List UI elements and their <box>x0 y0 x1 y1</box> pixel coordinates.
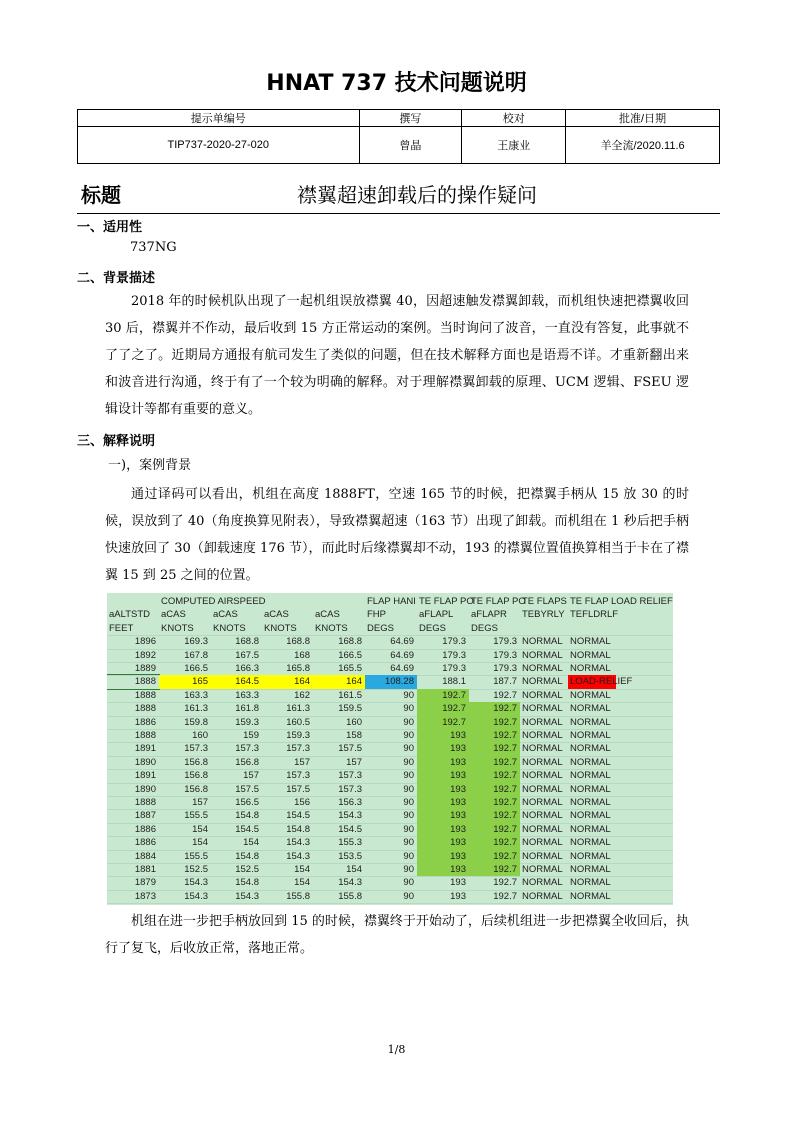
data-cell: 154.8 <box>235 877 259 889</box>
data-cell: 159.5 <box>338 703 362 715</box>
data-cell: NORMAL <box>522 730 563 741</box>
data-cell: NORMAL <box>570 850 611 862</box>
column-header-cell: FHP <box>367 609 386 621</box>
data-cell: 192.7 <box>469 769 520 782</box>
data-cell: 166.3 <box>235 663 259 674</box>
data-cell: NORMAL <box>522 716 563 728</box>
data-cell: 155.5 <box>184 810 208 822</box>
data-cell: 155.5 <box>184 850 208 862</box>
column-header-cell: aFLAPL <box>419 609 454 621</box>
data-cell: NORMAL <box>522 850 563 862</box>
unit-header-cell: DEGS <box>367 622 394 634</box>
data-cell: 179.3 <box>493 649 517 661</box>
data-cell: 192.7 <box>469 796 520 809</box>
data-cell: NORMAL <box>522 783 563 795</box>
data-cell: 193 <box>417 742 469 755</box>
data-cell: NORMAL <box>570 770 611 782</box>
data-cell: 158 <box>346 730 362 741</box>
data-cell: 90 <box>403 823 414 835</box>
data-cell: 157.5 <box>338 743 362 755</box>
data-cell: NORMAL <box>570 663 611 674</box>
value-tip-number: TIP737-2020-27-020 <box>78 127 360 164</box>
data-cell: 154.5 <box>338 823 362 835</box>
data-cell: 64.69 <box>390 663 414 674</box>
applicability-text: 737NG <box>130 240 177 255</box>
data-cell: 179.3 <box>442 663 466 674</box>
data-cell: 90 <box>403 756 414 768</box>
data-cell: 1886 <box>134 716 156 728</box>
data-cell: 157 <box>192 797 208 808</box>
column-header-cell: TEBYRLY <box>522 609 565 621</box>
column-header-cell: aCAS <box>315 609 340 621</box>
data-cell: 154.3 <box>286 837 310 849</box>
background-paragraph: 2018 年的时候机队出现了一起机组误放襟翼 40，因超速触发襟翼卸载，而机组快速把襟翼收回 30 后，襟翼并不作动，最后收到 15 方正常运动的案例。当时询问了波音，一直没有答复，此事就不了了之了。近期局方通报有航司发生了类似的问题，但在技术解释方面也是语焉不详。才重新翻出来和波音进行沟通，终于有了一个较为明确的解释。对于理解襟翼卸载的原理、UCM 逻辑、FSEU 逻辑设计等都有重要的意义。 <box>105 294 689 417</box>
data-cell: NORMAL <box>522 703 563 715</box>
grid-line <box>107 903 673 904</box>
data-cell: 1896 <box>134 636 156 648</box>
unit-header-cell: KNOTS <box>315 622 348 634</box>
data-cell: NORMAL <box>522 689 563 701</box>
section-heading-applicability: 一、适用性 <box>77 220 143 235</box>
data-cell: 1886 <box>134 837 156 849</box>
data-cell: 156.8 <box>235 756 259 768</box>
data-cell: 157.3 <box>184 743 208 755</box>
data-cell: 163.3 <box>235 689 259 701</box>
data-cell: 90 <box>403 730 414 741</box>
data-cell: 90 <box>403 716 414 728</box>
data-cell: 1891 <box>134 770 156 782</box>
data-cell: NORMAL <box>522 890 563 902</box>
data-cell: 193 <box>450 890 466 902</box>
data-cell: 192.7 <box>493 877 517 889</box>
data-cell: 1884 <box>134 850 156 862</box>
data-cell: NORMAL <box>570 797 611 808</box>
data-cell: 64.69 <box>390 636 414 648</box>
data-cell: 166.5 <box>184 663 208 674</box>
data-cell: 164.5 <box>211 675 262 688</box>
data-cell: 157.3 <box>286 743 310 755</box>
data-cell: 154.3 <box>184 877 208 889</box>
column-header-cell: aFLAPR <box>471 609 507 621</box>
data-cell: NORMAL <box>570 649 611 661</box>
data-cell: NORMAL <box>522 743 563 755</box>
data-cell: 192.7 <box>469 809 520 822</box>
data-cell: 157.5 <box>286 783 310 795</box>
data-cell: 155.8 <box>338 890 362 902</box>
data-cell: 152.5 <box>235 864 259 875</box>
data-cell: 1888 <box>107 675 159 688</box>
data-cell: 154 <box>294 877 310 889</box>
unit-header-cell: DEGS <box>419 622 446 634</box>
data-cell: NORMAL <box>522 810 563 822</box>
group-header-cell: COMPUTED AIRSPEED <box>161 596 266 607</box>
data-cell: 1888 <box>134 730 156 741</box>
data-cell: NORMAL <box>570 716 611 728</box>
data-cell: 90 <box>403 837 414 849</box>
data-cell: 169.3 <box>184 636 208 648</box>
data-cell: 164 <box>262 675 313 688</box>
data-cell: 156.8 <box>184 756 208 768</box>
data-cell: 157.3 <box>235 743 259 755</box>
data-cell: NORMAL <box>570 743 611 755</box>
data-cell: LOAD-RELIEF <box>570 676 633 688</box>
data-cell: 90 <box>403 783 414 795</box>
data-cell: 153.5 <box>338 850 362 862</box>
data-cell: 193 <box>417 823 469 836</box>
data-cell: 168.8 <box>235 636 259 648</box>
column-header-cell: aALTSTD <box>109 609 151 621</box>
data-cell: 164 <box>313 675 365 688</box>
data-cell: 159.3 <box>235 716 259 728</box>
data-cell: 165 <box>159 675 211 688</box>
data-cell: 192.7 <box>469 823 520 836</box>
column-header-cell: aCAS <box>213 609 238 621</box>
data-cell: 154 <box>346 864 362 875</box>
data-cell: 90 <box>403 877 414 889</box>
flight-data-table <box>107 593 673 905</box>
data-cell: 157 <box>346 756 362 768</box>
group-header-cell: TE FLAP PO <box>419 596 474 607</box>
data-cell: 161.3 <box>184 703 208 715</box>
data-cell: 90 <box>403 797 414 808</box>
data-cell: 168 <box>294 649 310 661</box>
unit-header-cell: FEET <box>109 622 134 634</box>
data-cell: 154.3 <box>338 810 362 822</box>
data-cell: NORMAL <box>522 823 563 835</box>
data-cell: NORMAL <box>570 730 611 741</box>
data-cell: 1890 <box>134 783 156 795</box>
data-cell: 155.8 <box>286 890 310 902</box>
data-cell: 154.8 <box>286 823 310 835</box>
data-cell: 90 <box>403 810 414 822</box>
data-cell: 1888 <box>134 703 156 715</box>
case-background-subheading: 一)，案例背景 <box>108 458 192 473</box>
unit-header-cell: KNOTS <box>213 622 246 634</box>
column-header-cell: aCAS <box>264 609 289 621</box>
data-cell: 1888 <box>134 689 156 701</box>
data-cell: 179.3 <box>442 649 466 661</box>
data-cell: 162 <box>294 689 310 701</box>
data-cell: NORMAL <box>522 636 563 648</box>
data-cell: NORMAL <box>570 703 611 715</box>
data-cell: 179.3 <box>493 663 517 674</box>
data-cell: NORMAL <box>522 770 563 782</box>
data-cell: 192.7 <box>417 702 469 715</box>
data-cell: 192.7 <box>469 836 520 849</box>
data-cell: 165.5 <box>338 663 362 674</box>
data-cell: 154 <box>294 864 310 875</box>
data-cell: NORMAL <box>522 837 563 849</box>
data-cell: 154.5 <box>235 823 259 835</box>
data-cell: 179.3 <box>442 636 466 648</box>
data-cell: 192.7 <box>469 850 520 863</box>
data-cell: 187.7 <box>493 676 517 688</box>
data-cell: 90 <box>403 770 414 782</box>
section-heading-explanation: 三、解释说明 <box>77 434 156 449</box>
data-cell: 156.3 <box>338 797 362 808</box>
subject-label: 标题 <box>81 183 121 207</box>
data-cell: 157.3 <box>338 783 362 795</box>
data-cell: NORMAL <box>570 890 611 902</box>
data-cell: 157 <box>243 770 259 782</box>
data-cell: 1892 <box>134 649 156 661</box>
data-cell: 155.3 <box>338 837 362 849</box>
data-cell: NORMAL <box>570 689 611 701</box>
group-header-cell: TE FLAP LOAD RELIEF <box>570 596 673 607</box>
data-cell: 193 <box>417 850 469 863</box>
group-header-cell: TE FLAPS <box>522 596 567 607</box>
header-reviewer: 校对 <box>462 110 566 127</box>
data-cell: 154.3 <box>286 850 310 862</box>
data-cell: 156 <box>294 797 310 808</box>
data-cell: 1873 <box>134 890 156 902</box>
data-cell: 192.7 <box>469 702 520 715</box>
info-table <box>77 109 720 164</box>
data-cell: NORMAL <box>570 636 611 648</box>
data-cell: 1887 <box>134 810 156 822</box>
data-cell: 154.8 <box>235 810 259 822</box>
data-cell: 157.5 <box>235 783 259 795</box>
data-cell: 192.7 <box>469 863 520 876</box>
data-cell: 1879 <box>134 877 156 889</box>
data-cell: 154 <box>192 837 208 849</box>
data-cell: 159.3 <box>286 730 310 741</box>
case-paragraph-1: 通过译码可以看出，机组在高度 1888FT，空速 165 节的时候，把襟翼手柄从 15 放 30 的时候，误放到了 40（角度换算见附表），导致襟翼超速（163 节）出现了卸载。而机组在 1 秒后把手柄快速放回了 30（卸载速度 176 节），而此时后缘襟翼却不动，193 的襟翼位置值换算相当于卡在了襟翼 15 到 25 之间的位置。 <box>105 487 689 583</box>
data-cell: 161.8 <box>235 703 259 715</box>
data-cell: 161.5 <box>338 689 362 701</box>
data-cell: NORMAL <box>570 877 611 889</box>
data-cell: 154 <box>192 823 208 835</box>
data-cell: 108.28 <box>365 675 417 688</box>
header-tip-number: 提示单编号 <box>78 110 360 127</box>
unit-header-cell: DEGS <box>471 622 498 634</box>
value-author: 曾晶 <box>359 127 462 164</box>
data-cell: 156.8 <box>184 783 208 795</box>
data-cell: 154.3 <box>338 877 362 889</box>
data-cell: 160.5 <box>286 716 310 728</box>
data-cell: 90 <box>403 864 414 875</box>
data-cell: 157.3 <box>286 770 310 782</box>
data-cell: NORMAL <box>570 823 611 835</box>
data-cell: 1886 <box>134 823 156 835</box>
data-cell: 1891 <box>134 743 156 755</box>
data-cell: 152.5 <box>184 864 208 875</box>
data-cell: 193 <box>417 836 469 849</box>
data-cell: NORMAL <box>522 877 563 889</box>
data-cell: 157 <box>294 756 310 768</box>
data-cell: 192.7 <box>469 742 520 755</box>
data-cell: 192.7 <box>469 729 520 742</box>
data-cell: 166.5 <box>338 649 362 661</box>
data-cell: NORMAL <box>570 864 611 875</box>
data-cell: 160 <box>346 716 362 728</box>
data-cell: NORMAL <box>522 649 563 661</box>
subject-bar <box>77 176 720 214</box>
data-cell: 168.8 <box>338 636 362 648</box>
data-cell: 193 <box>417 769 469 782</box>
data-cell: 161.3 <box>286 703 310 715</box>
group-header-cell: TE FLAP PO <box>471 596 526 607</box>
data-cell: 64.69 <box>390 649 414 661</box>
data-cell: 192.7 <box>493 890 517 902</box>
data-cell: 193 <box>417 809 469 822</box>
data-cell: 192.7 <box>469 783 520 796</box>
data-cell: 90 <box>403 703 414 715</box>
data-cell: 159.8 <box>184 716 208 728</box>
data-cell: 192.7 <box>493 689 517 701</box>
column-header-cell: TEFLDRLF <box>570 609 619 621</box>
data-cell: 1881 <box>134 864 156 875</box>
data-cell: 188.1 <box>442 676 466 688</box>
data-cell: 192.7 <box>469 756 520 769</box>
data-cell: NORMAL <box>522 756 563 768</box>
case-paragraph-2: 机组在进一步把手柄放回到 15 的时候，襟翼终于开始动了，后续机组进一步把襟翼全收回后，执行了复飞，后收放正常，落地正常。 <box>105 914 689 956</box>
header-approval-date: 批准/日期 <box>566 110 720 127</box>
data-cell: 90 <box>403 689 414 701</box>
data-cell: 160 <box>192 730 208 741</box>
data-cell: 90 <box>403 743 414 755</box>
data-cell: 193 <box>417 796 469 809</box>
data-cell: 90 <box>403 890 414 902</box>
data-cell: 192.7 <box>469 716 520 729</box>
page-number: 1/8 <box>387 1043 406 1056</box>
data-cell: 193 <box>450 877 466 889</box>
unit-header-cell: KNOTS <box>161 622 194 634</box>
data-cell: 193 <box>417 756 469 769</box>
subject-title: 襟翼超速卸载后的操作疑问 <box>297 183 537 207</box>
column-header-cell: aCAS <box>161 609 186 621</box>
data-cell: NORMAL <box>522 676 563 688</box>
data-cell: 90 <box>403 850 414 862</box>
data-cell: 156.8 <box>184 770 208 782</box>
data-cell: 1888 <box>134 797 156 808</box>
data-cell: 156.5 <box>235 797 259 808</box>
header-author: 撰写 <box>359 110 462 127</box>
data-cell: 1889 <box>134 663 156 674</box>
data-cell: 168.8 <box>286 636 310 648</box>
data-cell: NORMAL <box>570 783 611 795</box>
data-cell: 165.8 <box>286 663 310 674</box>
data-cell: 154.8 <box>235 850 259 862</box>
data-cell: NORMAL <box>570 756 611 768</box>
data-cell: NORMAL <box>522 663 563 674</box>
data-cell: NORMAL <box>570 810 611 822</box>
data-cell: 193 <box>417 863 469 876</box>
data-cell: 1890 <box>134 756 156 768</box>
data-cell: 154.3 <box>184 890 208 902</box>
data-cell: 179.3 <box>493 636 517 648</box>
data-cell: NORMAL <box>522 797 563 808</box>
value-reviewer: 王康业 <box>462 127 566 164</box>
data-cell: 167.5 <box>235 649 259 661</box>
section-heading-background: 二、背景描述 <box>77 271 156 286</box>
data-cell: NORMAL <box>570 837 611 849</box>
data-cell: NORMAL <box>522 864 563 875</box>
group-header-cell: FLAP HANI <box>367 596 416 607</box>
data-cell: 192.7 <box>417 689 469 702</box>
data-cell: 157.3 <box>338 770 362 782</box>
data-cell: 159 <box>243 730 259 741</box>
data-cell: 154 <box>243 837 259 849</box>
data-cell: 154.3 <box>235 890 259 902</box>
data-cell: 193 <box>417 729 469 742</box>
data-cell: 154.5 <box>286 810 310 822</box>
value-approval-date: 羊全流/2020.11.6 <box>566 127 720 164</box>
data-cell: 192.7 <box>417 716 469 729</box>
unit-header-cell: KNOTS <box>264 622 297 634</box>
data-cell: 163.3 <box>184 689 208 701</box>
page-title: HNAT 737 技术问题说明 <box>266 71 527 96</box>
data-cell: 167.8 <box>184 649 208 661</box>
data-cell: 193 <box>417 783 469 796</box>
